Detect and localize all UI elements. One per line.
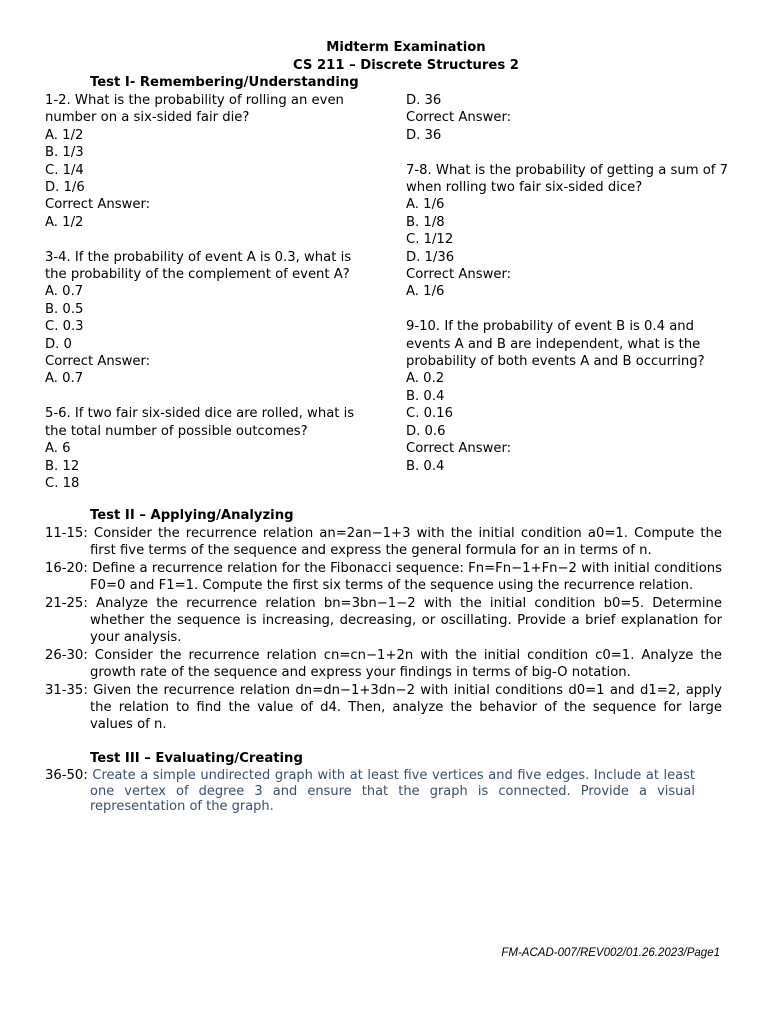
option: B. 12 xyxy=(45,458,80,474)
test1-heading: Test I- Remembering/Understanding xyxy=(90,75,359,90)
test2-item: 26-30: Consider the recurrence relation cn=cn−1+2n with the initial condition c0=1. Analyze the growth rate of the sequence and express your findings in terms of big-O notation. xyxy=(45,647,722,681)
test3-heading: Test III – Evaluating/Creating xyxy=(90,751,303,766)
test3-question xyxy=(45,768,695,815)
test3-item xyxy=(45,768,695,815)
test2-item: 21-25: Analyze the recurrence relation bn=3bn−1−2 with the initial condition b0=5. Determine whether the sequence is increasing, decreasing, or oscillating. Provide a brief explanation for your analysis. xyxy=(45,595,722,646)
question-3-4 xyxy=(45,249,375,388)
option: B. 0.4 xyxy=(406,388,445,404)
option: B. 1/8 xyxy=(406,214,445,230)
answer-label: Correct Answer: xyxy=(45,354,151,370)
option: D. 1/36 xyxy=(406,249,455,265)
question-1-2 xyxy=(45,92,375,231)
option: C. 0.3 xyxy=(45,319,84,335)
option: C. 18 xyxy=(45,475,80,491)
test1-right-column xyxy=(406,92,736,475)
footer-code: FM-ACAD-007/REV002/01.26.2023/Page1 xyxy=(501,947,720,959)
option: D. 36 xyxy=(406,93,442,108)
question-7-8 xyxy=(406,162,736,301)
option: C. 1/12 xyxy=(406,232,454,248)
option: D. 0 xyxy=(45,336,72,352)
answer: D. 36 xyxy=(406,127,442,143)
question-text: 5-6. If two fair six-sided dice are rolled, what is the total number of possible outcomes? xyxy=(45,406,355,439)
test3-text: Create a simple undirected graph with at least five vertices and five edges. Include at least one vertex of degree 3 and ensure that the graph is connected. Provide a visual representation of the graph. xyxy=(90,768,695,814)
question-9-10 xyxy=(406,318,736,475)
option: D. 1/6 xyxy=(45,180,85,196)
option: A. 1/6 xyxy=(406,197,445,213)
answer: A. 1/2 xyxy=(45,214,84,230)
option: B. 0.5 xyxy=(45,301,84,317)
option: A. 6 xyxy=(45,441,71,457)
question-5-6-continued xyxy=(406,92,736,144)
question-text: 1-2. What is the probability of rolling an even number on a six-sided fair die? xyxy=(45,93,344,126)
exam-title: Midterm Examination xyxy=(326,40,486,55)
option: B. 1/3 xyxy=(45,145,84,161)
test2-item: 11-15: Consider the recurrence relation an=2an−1+3 with the initial condition a0=1. Compute the first five terms of the sequence and express the general formula for an in terms of n. xyxy=(45,526,722,559)
answer: A. 0.7 xyxy=(45,371,84,387)
test2-item: 16-20: Define a recurrence relation for the Fibonacci sequence: Fn=Fn−1+Fn−2 with initial conditions F0=0 and F1=1. Compute the first six terms of the sequence using the recurrence relation. xyxy=(45,560,722,594)
answer-label: Correct Answer: xyxy=(406,267,512,283)
test2-heading: Test II – Applying/Analyzing xyxy=(90,508,294,523)
option: C. 0.16 xyxy=(406,406,453,422)
course-title: CS 211 – Discrete Structures 2 xyxy=(292,58,519,73)
option: C. 1/4 xyxy=(45,162,84,178)
test2-item: 31-35: Given the recurrence relation dn=dn−1+3dn−2 with initial conditions d0=1 and d1=2, apply the relation to find the value of d4. Then, analyze the behavior of the sequence for large values of n. xyxy=(45,682,722,733)
option: A. 0.2 xyxy=(406,371,445,387)
question-text: 7-8. What is the probability of getting a sum of 7 when rolling two fair six-sided dice? xyxy=(406,162,729,196)
answer: B. 0.4 xyxy=(406,458,445,474)
test1-left-column xyxy=(45,92,375,492)
test3-number: 36-50: xyxy=(45,768,88,783)
test2-items xyxy=(45,525,722,734)
option: A. 0.7 xyxy=(45,284,84,300)
answer-label: Correct Answer: xyxy=(406,110,512,126)
option: A. 1/2 xyxy=(45,127,84,143)
answer: A. 1/6 xyxy=(406,284,445,300)
option: D. 0.6 xyxy=(406,423,446,439)
question-5-6 xyxy=(45,405,375,492)
answer-label: Correct Answer: xyxy=(406,441,512,457)
answer-label: Correct Answer: xyxy=(45,197,151,213)
question-text: 9-10. If the probability of event B is 0.4 and events A and B are independent, what is the probability of both events A and B occurring? xyxy=(406,319,705,370)
question-text: 3-4. If the probability of event A is 0.3, what is the probability of the complement of event A? xyxy=(45,249,352,283)
